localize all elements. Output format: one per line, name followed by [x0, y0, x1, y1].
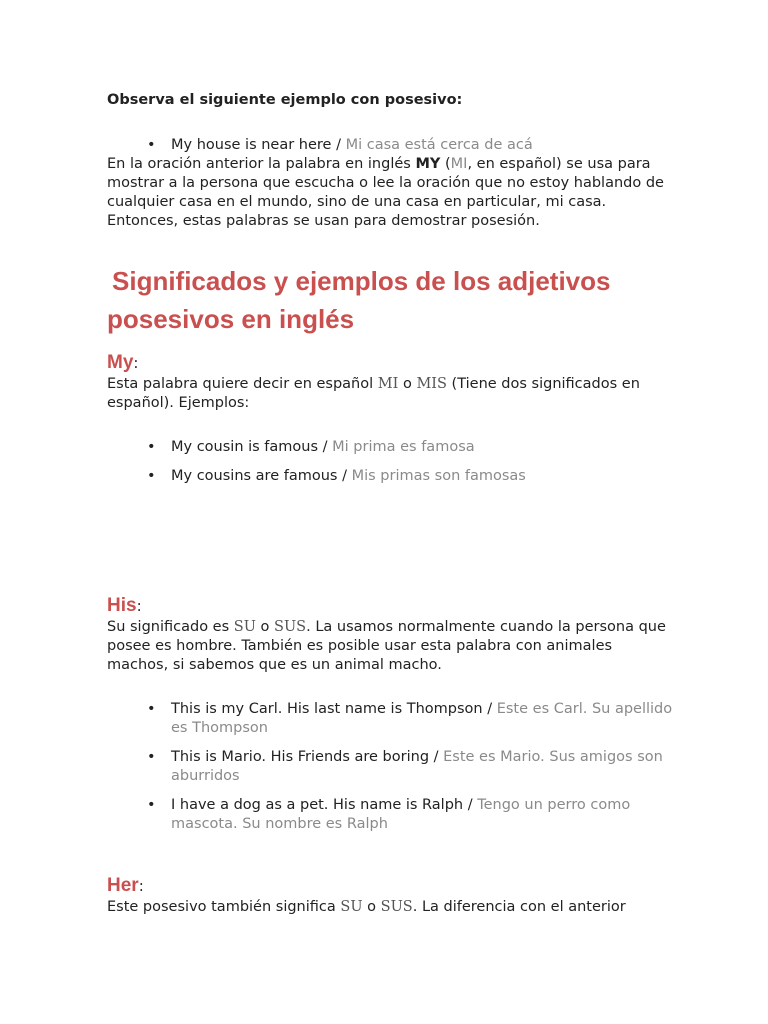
his-heading: His	[107, 595, 137, 616]
list-item	[107, 438, 707, 457]
his-example-list	[107, 700, 677, 834]
list-item	[107, 700, 677, 738]
example-english: My cousin is famous /	[171, 439, 333, 455]
section-title	[107, 262, 610, 338]
list-item	[107, 796, 677, 834]
intro-heading: Observa el siguiente ejemplo con posesivo:	[107, 92, 463, 108]
text-run: o	[362, 899, 381, 915]
text-run: Este posesivo también significa	[107, 899, 341, 915]
text-run: (Tiene dos significados en español). Ejemplos:	[107, 376, 640, 411]
list-item	[107, 467, 707, 486]
keyword-su: SU	[233, 619, 256, 635]
example-spanish: Tengo un perro como mascota. Su nombre es Ralph	[171, 797, 631, 832]
my-heading: My	[107, 352, 134, 373]
example-english: My cousins are famous /	[171, 468, 352, 484]
intro-example-list	[107, 136, 707, 155]
section-title-line-2: posesivos en inglés	[107, 304, 355, 334]
keyword-su: SU	[340, 899, 363, 915]
section-title-line-1: Significados y ejemplos de los adjetivos	[112, 266, 611, 296]
keyword-mi: MI	[450, 156, 468, 172]
my-paragraph	[107, 375, 647, 413]
list-item	[107, 748, 677, 786]
example-english: This is Mario. His Friends are boring /	[171, 749, 444, 765]
example-english: My house is near here /	[171, 137, 346, 153]
my-heading-row	[107, 352, 138, 374]
text-run: . La usamos normalmente cuando la persona que posee es hombre. También es posible usar esta palabra con animales machos, si sabemos que es un animal macho.	[107, 619, 666, 673]
keyword-mis: MIS	[416, 376, 447, 392]
her-paragraph	[107, 898, 687, 917]
keyword-mi: MI	[377, 376, 399, 392]
example-spanish: Mi casa está cerca de acá	[345, 137, 533, 153]
his-paragraph	[107, 618, 667, 675]
example-spanish: Mi prima es famosa	[332, 439, 475, 455]
my-example-list	[107, 438, 707, 486]
list-item	[107, 136, 707, 155]
intro-paragraph	[107, 155, 667, 231]
text-run: (	[440, 156, 451, 172]
her-heading: Her	[107, 875, 139, 896]
heading-colon: :	[138, 877, 144, 895]
her-heading-row	[107, 875, 144, 897]
heading-colon: :	[133, 354, 139, 372]
example-english: I have a dog as a pet. His name is Ralph /	[171, 797, 478, 813]
text-run: o	[255, 619, 275, 635]
example-spanish: Mis primas son famosas	[351, 468, 526, 484]
text-run: o	[398, 376, 417, 392]
text-run: En la oración anterior la palabra en inglés	[107, 156, 416, 172]
text-run: Su significado es	[107, 619, 234, 635]
keyword-sus: SUS	[380, 899, 413, 915]
text-run: . La diferencia con el anterior	[412, 899, 626, 915]
his-heading-row	[107, 595, 142, 617]
keyword-my: MY	[415, 156, 441, 172]
example-spanish: Este es Carl. Su apellido es Thompson	[171, 701, 673, 736]
text-run: Esta palabra quiere decir en español	[107, 376, 378, 392]
text-run: , en español) se usa para mostrar a la persona que escucha o lee la oración que no estoy hablando de cualquier casa en el mundo, sino de una casa en particular, mi casa. Entonces, estas palabras se usan para demostrar posesión.	[107, 156, 664, 229]
keyword-sus: SUS	[274, 619, 307, 635]
example-english: This is my Carl. His last name is Thompson /	[171, 701, 497, 717]
example-spanish: Este es Mario. Sus amigos son aburridos	[171, 749, 663, 784]
heading-colon: :	[136, 597, 142, 615]
